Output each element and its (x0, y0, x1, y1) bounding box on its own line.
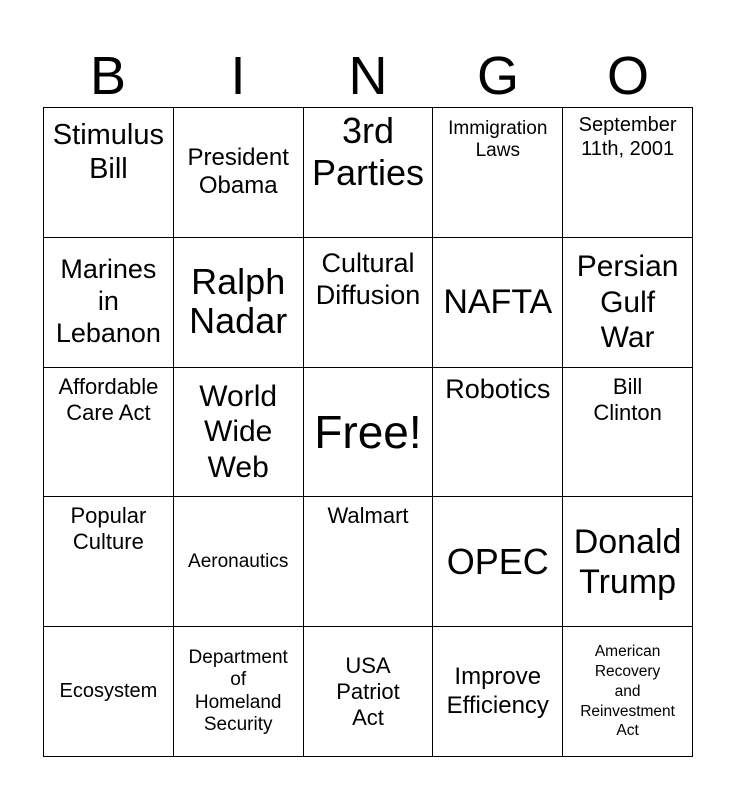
bingo-cell[interactable]: OPEC (433, 497, 563, 627)
header-letter-o: O (606, 46, 649, 106)
bingo-cell[interactable]: Stimulus Bill (44, 108, 174, 238)
bingo-header (43, 46, 693, 106)
bingo-cell[interactable]: Ecosystem (44, 627, 174, 757)
bingo-cell[interactable]: Affordable Care Act (44, 368, 174, 498)
bingo-cell[interactable]: Bill Clinton (563, 368, 693, 498)
bingo-cell[interactable]: 3rd Parties (304, 108, 434, 238)
bingo-cell[interactable]: President Obama (174, 108, 304, 238)
bingo-cell[interactable]: Donald Trump (563, 497, 693, 627)
bingo-cell[interactable]: Cultural Diffusion (304, 238, 434, 368)
bingo-cell[interactable]: American Recovery and Reinvestment Act (563, 627, 693, 757)
bingo-cell[interactable]: September 11th, 2001 (563, 108, 693, 238)
header-letter-n: N (348, 46, 388, 106)
free-space-cell[interactable]: Free! (304, 368, 434, 498)
bingo-cell[interactable]: Marines in Lebanon (44, 238, 174, 368)
bingo-cell[interactable]: Popular Culture (44, 497, 174, 627)
bingo-cell[interactable]: Persian Gulf War (563, 238, 693, 368)
bingo-cell[interactable]: Aeronautics (174, 497, 304, 627)
header-letter-b: B (89, 46, 127, 106)
bingo-cell[interactable]: USA Patriot Act (304, 627, 434, 757)
bingo-cell[interactable]: NAFTA (433, 238, 563, 368)
bingo-cell[interactable]: World Wide Web (174, 368, 304, 498)
bingo-cell[interactable]: Walmart (304, 497, 434, 627)
bingo-board (43, 107, 693, 757)
header-letter-i: I (230, 46, 246, 106)
bingo-cell[interactable]: Immigration Laws (433, 108, 563, 238)
header-letter-g: G (476, 46, 519, 106)
bingo-cell[interactable]: Ralph Nadar (174, 238, 304, 368)
bingo-cell[interactable]: Robotics (433, 368, 563, 498)
bingo-cell[interactable]: Department of Homeland Security (174, 627, 304, 757)
bingo-cell[interactable]: Improve Efficiency (433, 627, 563, 757)
